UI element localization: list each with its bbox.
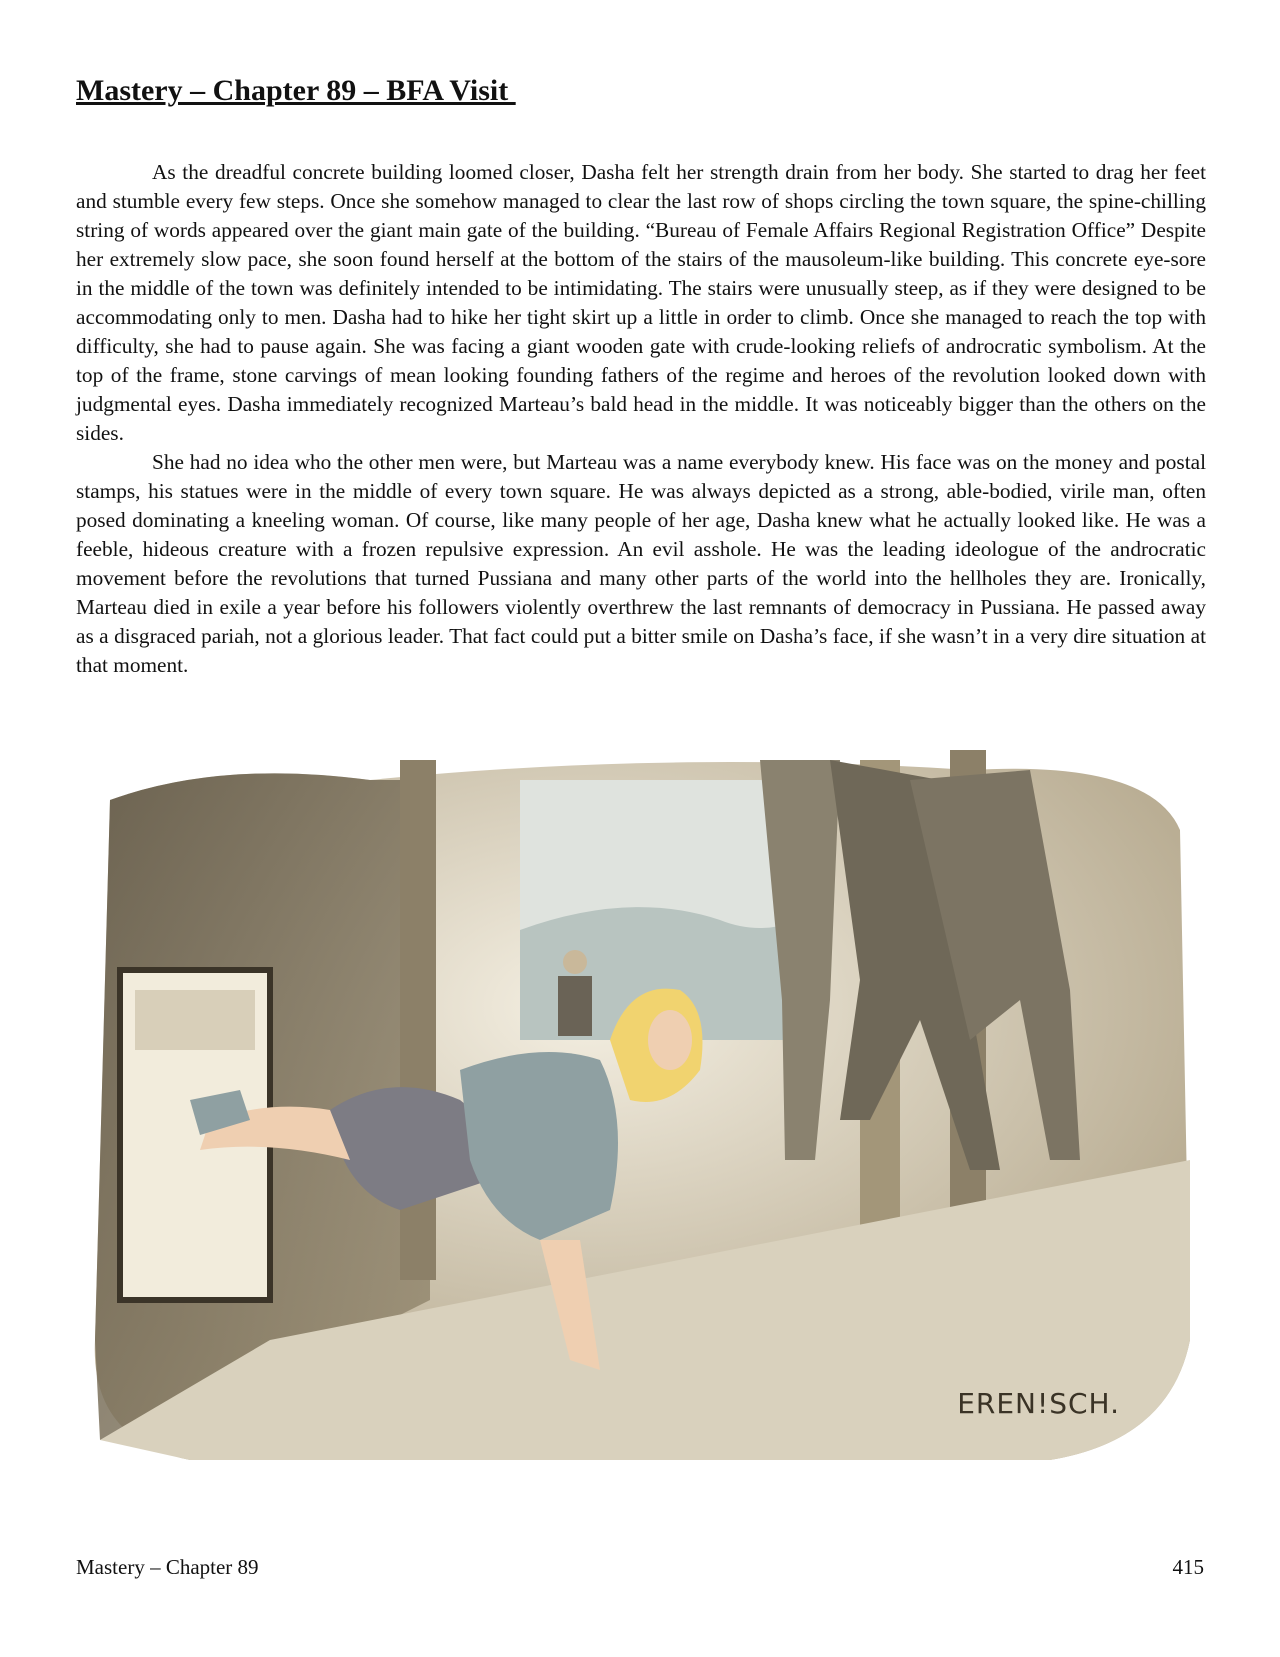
paragraph: She had no idea who the other men were, but Marteau was a name everybody knew. His face was on the money and postal stamps, his statues were in the middle of every town square. He was always depicted as a strong, able-bodied, virile man, often posed dominating a kneeling woman. Of course, like many people of her age, Dasha knew what he actually looked like. He was a feeble, hideous creature with a frozen repulsive expression. An evil asshole. He was the leading ideologue of the androcratic movement before the revolutions that turned Pussiana and many other parts of the world into the hellholes they are. Ironically, Marteau died in exile a year before his followers violently overthrew the last remnants of democracy in Pussiana. He passed away as a disgraced pariah, not a glorious leader. That fact could put a bitter smile on Dasha’s face, if she wasn’t in a very dire situation at that moment.	[76, 450, 1206, 677]
chapter-title: Mastery – Chapter 89 – BFA Visit	[76, 74, 516, 107]
chapter-illustration	[70, 740, 1210, 1490]
artist-signature: EREN!SCH.	[957, 1387, 1120, 1420]
chapter-body	[76, 158, 1206, 680]
illustration-drawing	[70, 740, 1210, 1490]
paragraph: As the dreadful concrete building loomed closer, Dasha felt her strength drain from her body. She started to drag her feet and stumble every few steps. Once she somehow managed to clear the last row of shops circling the town square, the spine-chilling string of words appeared over the giant main gate of the building. “Bureau of Female Affairs Regional Registration Office” Despite her extremely slow pace, she soon found herself at the bottom of the stairs of the mausoleum-like building. This concrete eye-sore in the middle of the town was definitely intended to be intimidating. The stairs were unusually steep, as if they were designed to be accommodating only to men. Dasha had to hike her tight skirt up a little in order to climb. Once she managed to reach the top with difficulty, she had to pause again. She was facing a giant wooden gate with crude-looking reliefs of androcratic symbolism. At the top of the frame, stone carvings of mean looking founding fathers of the regime and heroes of the revolution looked down with judgmental eyes. Dasha immediately recognized Marteau’s bald head in the middle. It was noticeably bigger than the others on the sides.	[76, 160, 1206, 445]
page-number: 415	[1172, 1555, 1204, 1579]
footer-chapter: Mastery – Chapter 89	[76, 1555, 259, 1579]
